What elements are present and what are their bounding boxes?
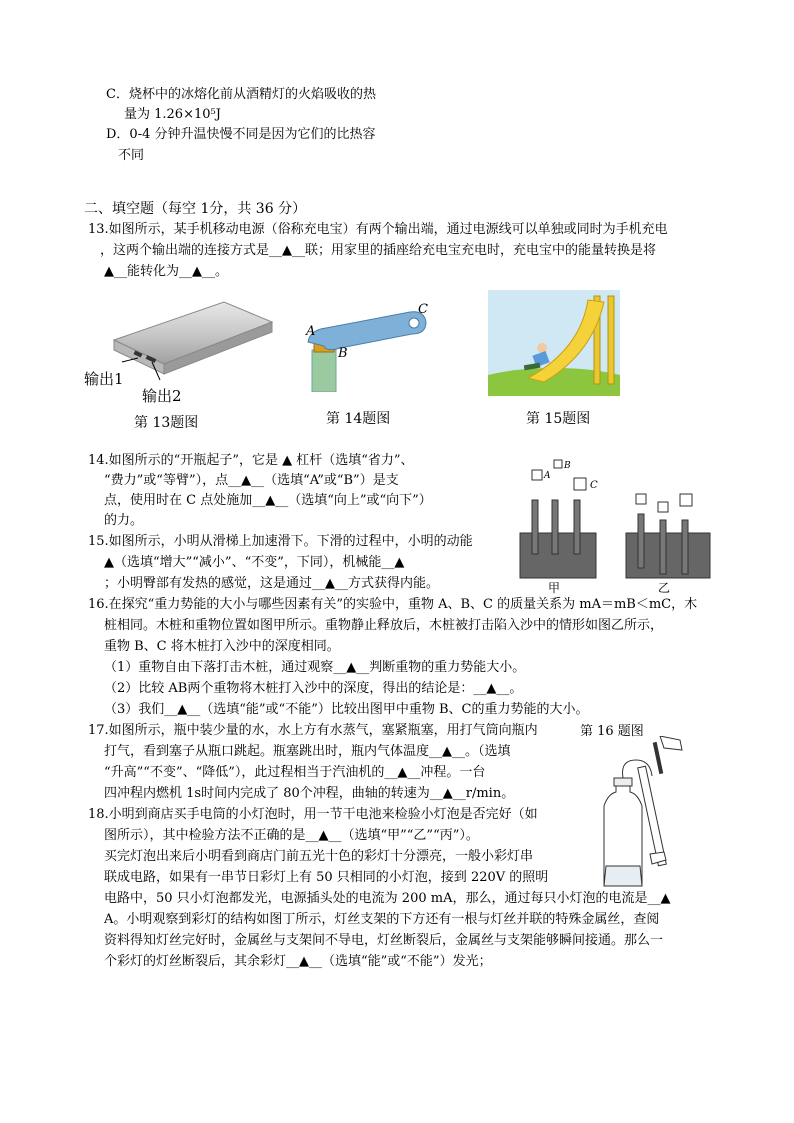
- q18-line8: 个彩灯的灯丝断裂后，其余彩灯__▲__（选填“能”或“不能”）发光；: [104, 954, 492, 969]
- point-c-label: C: [418, 302, 428, 317]
- q16-sub1: （1）重物自由下落打击木桩，通过观察__▲__判断重物的重力势能大小。: [104, 660, 526, 675]
- option-c-line1: C．烧杯中的冰熔化前从酒精灯的火焰吸收的热: [106, 87, 376, 102]
- q18-line3: 买完灯泡出来后小明看到商店门前五光十色的彩灯十分漂亮，一般小彩灯串: [104, 849, 534, 864]
- q16-line2: 桩相同。木桩和重物位置如图甲所示。重物静止释放后，木桩被打击陷入沙中的情形如图乙所示，: [104, 618, 664, 633]
- figure-13-caption: 第 13题图: [134, 415, 199, 431]
- q17-line2: 打气，看到塞子从瓶口跳起。瓶塞跳出时，瓶内气体温度__▲__。（选填: [104, 744, 511, 759]
- q18-line5: 电路中，50 只小灯泡都发光，电源插头处的电流为 200 mA，那么，通过每只小灯泡的电流是__▲: [104, 891, 671, 906]
- option-d-line1: D．0-4 分钟升温快慢不同是因为它们的比热容: [106, 127, 376, 142]
- q14-line3: 点，使用时在 C 点处施加__▲__（选填“向上”或“向下”）: [104, 493, 432, 508]
- stakes-illustration: [518, 458, 738, 598]
- q16-line3: 重物 B、C 将木桩打入沙中的深度相同。: [104, 639, 340, 654]
- figure-16-caption: 第 16 题图: [580, 724, 644, 739]
- point-a-label: A: [306, 324, 316, 339]
- pump-bottle-figure: [590, 736, 710, 896]
- weight-b-label: B: [564, 461, 571, 471]
- power-bank-illustration: [84, 300, 284, 410]
- q18-line1: 18.小明到商店买手电筒的小灯泡时，用一节干电池来检验小灯泡是否完好（如: [88, 807, 538, 822]
- q16-line1: 16.在探究“重力势能的大小与哪些因素有关”的实验中，重物 A、B、C 的质量关系为 mA＝mB＜mC，木: [88, 597, 698, 612]
- weight-c-label: C: [590, 480, 598, 491]
- output1-label: 输出1: [84, 370, 124, 388]
- figure-yi-label: 乙: [658, 581, 671, 595]
- slide-illustration: [488, 290, 620, 396]
- weight-a-label: A: [544, 471, 551, 481]
- output2-label: 输出2: [142, 387, 182, 405]
- q18-line2: 图所示），其中检验方法不正确的是__▲__（选填“甲”“乙”“丙”）。: [104, 828, 479, 843]
- q15-line1: 15.如图所示，小明从滑梯上加速滑下。下滑的过程中，小明的动能: [88, 534, 473, 549]
- q16-sub3: （3）我们__▲__（选填“能”或“不能”）比较出图甲中重物 B、C的重力势能的大小。: [104, 702, 589, 717]
- section-title: 二、填空题（每空 1分，共 36 分）: [84, 201, 307, 217]
- option-d-line2: 不同: [118, 148, 145, 163]
- q18-line6: A。小明观察到彩灯的结构如图丁所示，灯丝支架的下方还有一根与灯丝并联的特殊金属丝，查阅: [104, 912, 660, 927]
- q13-line2: ，这两个输出端的连接方式是__▲__联；用家里的插座给充电宝充电时，充电宝中的能量转换是将: [100, 243, 656, 258]
- q18-line7: 资料得知灯丝完好时，金属丝与支架间不导电，灯丝断裂后，金属丝与支架能够瞬间接通。那么一: [104, 933, 664, 948]
- q14-line4: 的力。: [104, 513, 144, 528]
- q14-line1: 14.如图所示的“开瓶起子”，它是 ▲ 杠杆（选填“省力”、: [88, 453, 414, 468]
- pump-bottle-illustration: [590, 736, 710, 896]
- q17-line3: “升高”“不变”、“降低”），此过程相当于汽油机的__▲__冲程。一台: [104, 765, 486, 780]
- point-b-label: B: [338, 346, 348, 361]
- q14-line2: “费力”或“等臂”），点__▲__（选填“A”或“B”）是支: [104, 473, 399, 488]
- slide-figure: [488, 290, 620, 396]
- stakes-figure: [518, 458, 738, 598]
- q15-line2: ▲（选填“增大”“减小”、“不变”，下同），机械能__▲: [104, 555, 405, 570]
- q17-line4: 四冲程内燃机 1s时间内完成了 80个冲程，曲轴的转速为__▲__r/min。: [104, 786, 515, 801]
- bottle-opener-figure: [300, 302, 440, 392]
- figure-jia-label: 甲: [548, 581, 561, 595]
- q16-sub2: （2）比较 AB两个重物将木桩打入沙中的深度，得出的结论是：__▲__。: [104, 681, 523, 696]
- option-c-line2: 量为 1.26×10⁵J: [124, 107, 221, 122]
- figure-15-caption: 第 15题图: [526, 411, 591, 427]
- q18-line4: 联成电路，如果有一串节日彩灯上有 50 只相同的小灯泡，接到 220V 的照明: [104, 870, 549, 885]
- q17-line1: 17.如图所示，瓶中装少量的水，水上方有水蒸气，塞紧瓶塞，用打气筒向瓶内: [88, 723, 538, 738]
- q13-line1: 13.如图所示，某手机移动电源（俗称充电宝）有两个输出端，通过电源线可以单独或同时为手机充电: [88, 222, 668, 237]
- figure-14-caption: 第 14题图: [326, 411, 391, 427]
- q13-line3: ▲__能转化为__▲__。: [104, 264, 228, 279]
- power-bank-figure: [84, 300, 284, 410]
- q15-line3: ；小明臀部有发热的感觉，这是通过__▲__方式获得内能。: [104, 576, 439, 591]
